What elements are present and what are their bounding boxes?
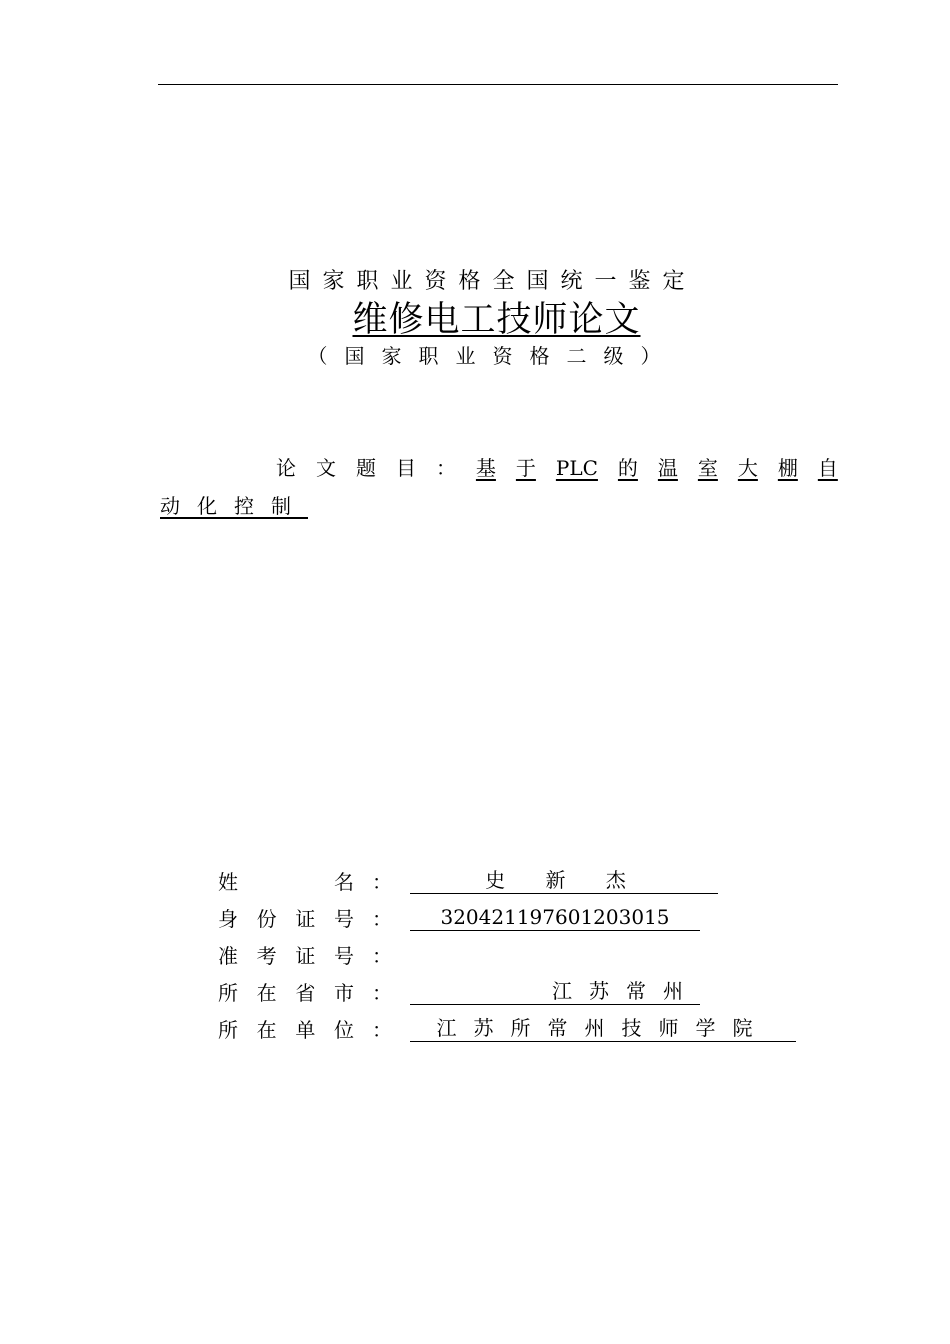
label-char: 所 [218, 981, 238, 1005]
label-char: 省 [295, 981, 316, 1005]
topic-title-char: 基 [475, 456, 496, 480]
topic-title-continuation: 动化控制 [160, 494, 308, 518]
label-char: 名 [334, 870, 354, 894]
topic-title-char: 的 [617, 456, 638, 480]
field-row-province-city [218, 973, 858, 1010]
main-title [0, 297, 950, 343]
candidate-info-block [218, 862, 858, 1047]
topic-line-1 [276, 454, 838, 482]
field-colon: ： [372, 870, 392, 894]
label-char: 证 [295, 907, 316, 931]
label-char: 证 [295, 944, 316, 968]
topic-label-char: 文 [315, 456, 336, 480]
topic-title-char: 室 [697, 456, 718, 480]
topic-label-colon: ： [435, 456, 456, 480]
field-label [218, 1014, 354, 1043]
field-row-id-number [218, 899, 858, 936]
topic-title-char: 于 [515, 456, 536, 480]
field-value-work-unit: 江苏所常州技师学院 [410, 1015, 796, 1042]
topic-title-char: 棚 [777, 456, 798, 480]
label-char: 号 [333, 944, 354, 968]
field-label [218, 866, 354, 895]
label-char: 位 [333, 1018, 354, 1042]
field-colon: ： [372, 907, 392, 931]
topic-title-char: 温 [657, 456, 678, 480]
field-value-name: 史 新 杰 [410, 867, 718, 894]
topic-label-char: 目 [395, 456, 416, 480]
label-char: 在 [256, 981, 277, 1005]
label-char: 考 [256, 944, 277, 968]
label-char: 在 [256, 1018, 277, 1042]
field-colon: ： [372, 944, 392, 968]
label-char: 准 [218, 944, 238, 968]
field-row-work-unit [218, 1010, 858, 1047]
topic-line-2 [160, 492, 308, 520]
topic-title-char: 自 [817, 456, 838, 480]
topic-label-char: 题 [355, 456, 376, 480]
label-char: 单 [295, 1018, 316, 1042]
qualification-level: （国家职业资格二级） [307, 344, 678, 368]
field-value-exam-number [410, 942, 700, 968]
field-colon: ： [372, 1018, 392, 1042]
label-char: 所 [218, 1018, 238, 1042]
label-char: 身 [218, 907, 238, 931]
field-label [218, 977, 354, 1006]
topic-label-char: 论 [276, 456, 296, 480]
field-label [218, 903, 354, 932]
label-char: 份 [256, 907, 277, 931]
field-label [218, 940, 354, 969]
main-title-text: 维修电工技师论文 [352, 300, 641, 340]
topic-title-char: PLC [555, 456, 598, 480]
label-char: 市 [333, 981, 354, 1005]
field-value-province-city: 江苏常州 [410, 978, 700, 1005]
field-colon: ： [372, 981, 392, 1005]
field-row-exam-number [218, 936, 858, 973]
field-value-id-number: 320421197601203015 [410, 904, 700, 931]
field-row-name [218, 862, 858, 899]
label-char: 号 [333, 907, 354, 931]
topic-title-char: 大 [737, 456, 758, 480]
organization-line: 国家职业资格全国统一鉴定 [288, 269, 697, 294]
header-rule [158, 84, 838, 85]
label-char: 姓 [218, 870, 238, 894]
